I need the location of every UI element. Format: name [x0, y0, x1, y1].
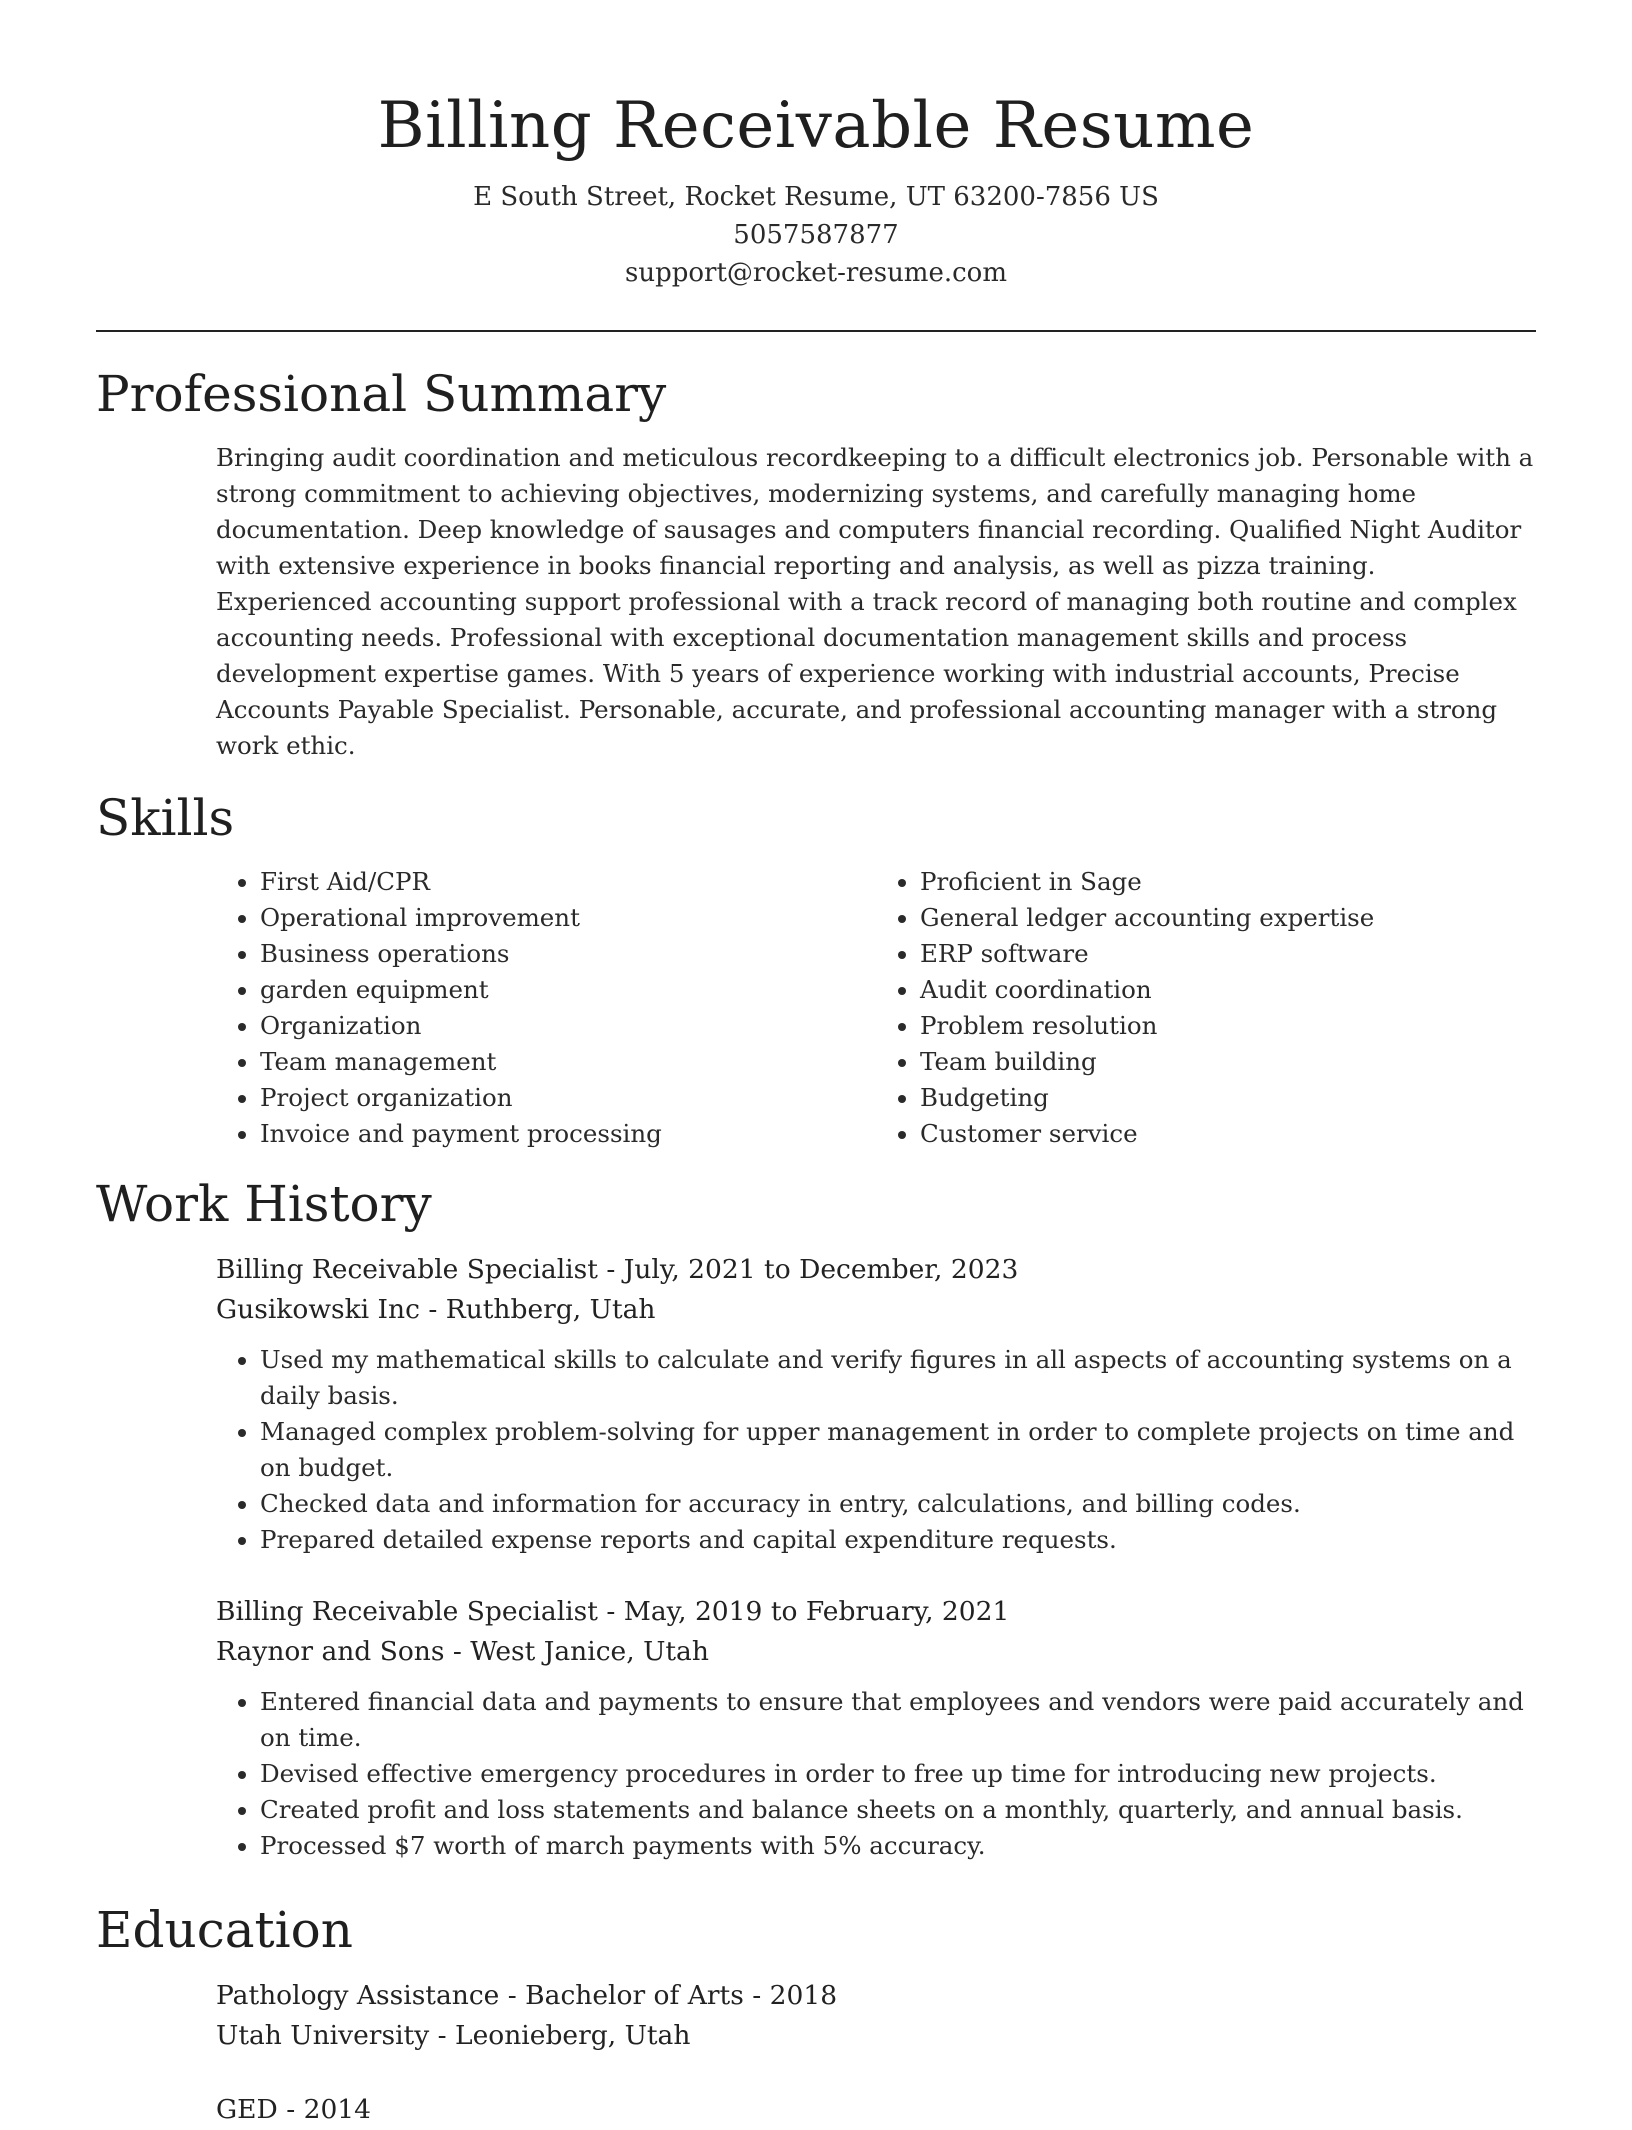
job-entry: [216, 1250, 1536, 1558]
skill-item: • Proficient in Sage: [920, 864, 1536, 900]
resume-header: [96, 0, 1536, 292]
skill-item: • Audit coordination: [920, 972, 1536, 1008]
job-bullet: • Devised effective emergency procedures in order to free up time for introducing new projects.: [260, 1756, 1536, 1792]
job-title-line: Billing Receivable Specialist - July, 2021 to December, 2023: [216, 1254, 1019, 1285]
skill-item: • Team management: [260, 1044, 876, 1080]
job-bullet: • Prepared detailed expense reports and capital expenditure requests.: [260, 1522, 1536, 1558]
education-entry: [216, 2090, 1536, 2130]
work-history-section: [96, 1172, 1536, 1864]
phone-number: 5057587877: [733, 220, 899, 250]
summary-text: Bringing audit coordination and meticulous recordkeeping to a difficult electronics job. Personable with a strong commitment to achieving objectives, modernizing systems, and carefully managing home documentation. Deep knowledge of sausages and computers financial recording. Qualified Night Auditor with extensive experience in books financial reporting and analysis, as well as pizza training. Experienced accounting support professional with a track record of managing both routine and complex accounting needs. Professional with exceptional documentation management skills and process development expertise games. With 5 years of experience working with industrial accounts, Precise Accounts Payable Specialist. Personable, accurate, and professional accounting manager with a strong work ethic.: [216, 443, 1534, 760]
job-location: West Janice, Utah: [470, 1636, 709, 1667]
skill-item: • First Aid/CPR: [260, 864, 876, 900]
job-title: Billing Receivable Specialist: [216, 1254, 598, 1285]
job-dates: July, 2021 to December, 2023: [623, 1254, 1019, 1285]
job-company: Gusikowski Inc: [216, 1294, 420, 1325]
education-year: 2018: [769, 1980, 838, 2011]
job-dates: May, 2019 to February, 2021: [623, 1596, 1010, 1627]
skills-section: [96, 786, 1536, 1152]
skill-item: • Business operations: [260, 936, 876, 972]
section-heading-summary: Professional Summary: [96, 365, 667, 423]
skill-item: • Customer service: [920, 1116, 1536, 1152]
education-section: [96, 1898, 1536, 2130]
job-bullet: • Processed $7 worth of march payments with 5% accuracy.: [260, 1828, 1536, 1864]
job-title-line: Billing Receivable Specialist - May, 2019 to February, 2021: [216, 1596, 1010, 1627]
skill-item: • Team building: [920, 1044, 1536, 1080]
skill-item: • General ledger accounting expertise: [920, 900, 1536, 936]
job-bullet: • Managed complex problem-solving for upper management in order to complete projects on time and on budget.: [260, 1414, 1536, 1486]
skills-list-right: [876, 864, 1536, 1152]
email-address: support@rocket-resume.com: [624, 258, 1007, 288]
professional-summary-section: [96, 362, 1536, 764]
skill-item: • Problem resolution: [920, 1008, 1536, 1044]
address: E South Street, Rocket Resume, UT 63200-7856 US: [473, 182, 1159, 212]
school-location: Leonieberg, Utah: [454, 2020, 691, 2051]
job-location: Ruthberg, Utah: [445, 1294, 656, 1325]
education-field: GED: [216, 2094, 278, 2125]
education-year: 2014: [303, 2094, 372, 2125]
resume-title: Billing Receivable Resume: [377, 89, 1255, 163]
skill-item: • Project organization: [260, 1080, 876, 1116]
education-entry: [216, 1976, 1536, 2056]
job-company-line: Gusikowski Inc - Ruthberg, Utah: [216, 1294, 656, 1325]
degree-line: GED - 2014: [216, 2094, 372, 2125]
skill-item: • ERP software: [920, 936, 1536, 972]
contact-block: [96, 178, 1536, 292]
job-bullet: • Used my mathematical skills to calculate and verify figures in all aspects of accounting systems on a daily basis.: [260, 1342, 1536, 1414]
school-name: Utah University: [216, 2020, 430, 2051]
education-degree: Bachelor of Arts: [525, 1980, 744, 2011]
job-company-line: Raynor and Sons - West Janice, Utah: [216, 1636, 709, 1667]
education-field: Pathology Assistance: [216, 1980, 500, 2011]
skill-item: • Organization: [260, 1008, 876, 1044]
skill-item: • Budgeting: [920, 1080, 1536, 1116]
header-divider: [96, 330, 1536, 332]
job-bullet: • Entered financial data and payments to ensure that employees and vendors were paid accurately and on time.: [260, 1684, 1536, 1756]
job-bullets: [216, 1342, 1536, 1558]
skills-list-left: [216, 864, 876, 1152]
skills-grid: [96, 864, 1536, 1152]
skill-item: • Operational improvement: [260, 900, 876, 936]
job-entry: [216, 1592, 1536, 1864]
job-bullet: • Checked data and information for accuracy in entry, calculations, and billing codes.: [260, 1486, 1536, 1522]
school-line: Utah University - Leonieberg, Utah: [216, 2020, 691, 2051]
job-bullets: [216, 1684, 1536, 1864]
skill-item: • Invoice and payment processing: [260, 1116, 876, 1152]
job-bullet: • Created profit and loss statements and balance sheets on a monthly, quarterly, and annual basis.: [260, 1792, 1536, 1828]
section-heading-work-history: Work History: [96, 1175, 432, 1233]
skill-item: • garden equipment: [260, 972, 876, 1008]
job-title: Billing Receivable Specialist: [216, 1596, 598, 1627]
section-heading-education: Education: [96, 1901, 353, 1959]
section-heading-skills: Skills: [96, 789, 235, 847]
degree-line: Pathology Assistance - Bachelor of Arts - 2018: [216, 1980, 838, 2011]
job-company: Raynor and Sons: [216, 1636, 445, 1667]
